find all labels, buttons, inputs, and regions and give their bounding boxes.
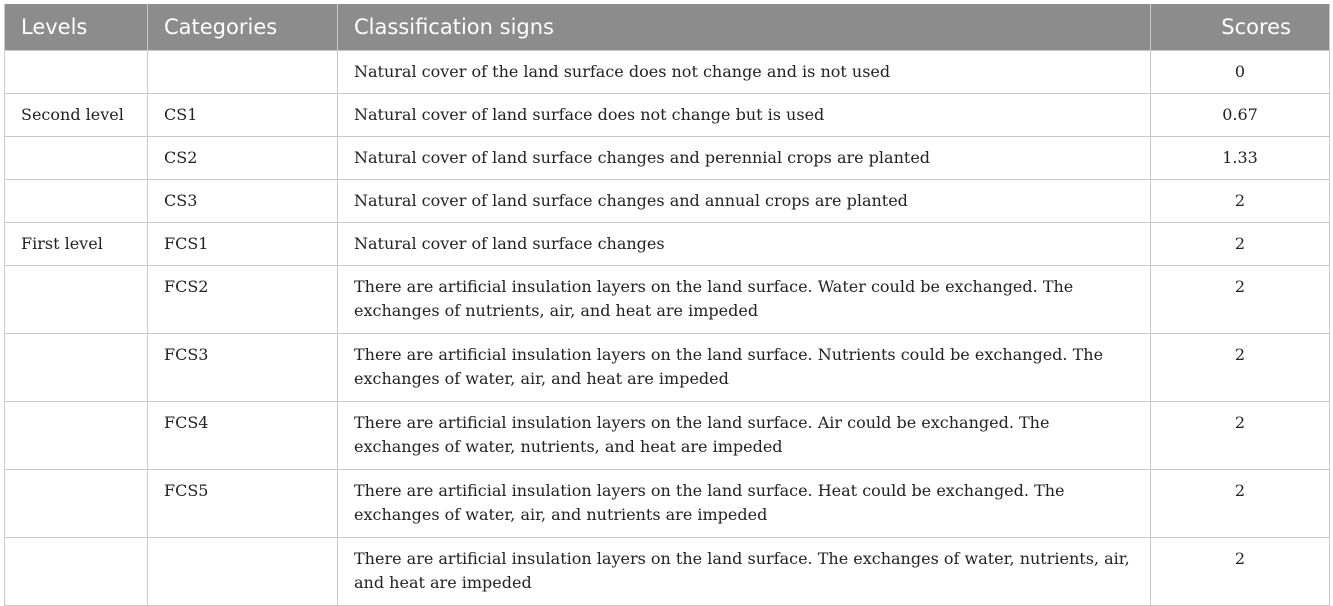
level-cell: First level bbox=[5, 222, 148, 265]
score-cell: 2 bbox=[1151, 222, 1330, 265]
sign-cell: Natural cover of the land surface does not change and is not used bbox=[338, 50, 1151, 93]
score-cell: 2 bbox=[1151, 333, 1330, 401]
score-cell: 2 bbox=[1151, 179, 1330, 222]
sign-cell: There are artificial insulation layers on the land surface. Water could be exchanged. The exchanges of nutrients, air, and heat are impeded bbox=[338, 265, 1151, 333]
category-cell: FCS5 bbox=[148, 469, 338, 537]
classification-table-container bbox=[4, 4, 1329, 606]
classification-table bbox=[4, 4, 1330, 606]
category-cell: FCS1 bbox=[148, 222, 338, 265]
sign-cell: There are artificial insulation layers on the land surface. Air could be exchanged. The exchanges of water, nutrients, and heat are impeded bbox=[338, 401, 1151, 469]
level-cell bbox=[5, 537, 148, 605]
table-row bbox=[5, 469, 1330, 537]
header-levels: Levels bbox=[5, 4, 148, 50]
table-row bbox=[5, 50, 1330, 93]
header-classification-signs: Classification signs bbox=[338, 4, 1151, 50]
category-cell: FCS2 bbox=[148, 265, 338, 333]
category-cell bbox=[148, 50, 338, 93]
header-row bbox=[5, 4, 1330, 50]
sign-cell: Natural cover of land surface does not change but is used bbox=[338, 93, 1151, 136]
score-cell: 2 bbox=[1151, 469, 1330, 537]
table-row bbox=[5, 93, 1330, 136]
sign-cell: Natural cover of land surface changes bbox=[338, 222, 1151, 265]
level-cell bbox=[5, 50, 148, 93]
table-body bbox=[5, 50, 1330, 605]
sign-cell: Natural cover of land surface changes and perennial crops are planted bbox=[338, 136, 1151, 179]
sign-cell: There are artificial insulation layers on the land surface. Heat could be exchanged. The exchanges of water, air, and nutrients are impeded bbox=[338, 469, 1151, 537]
category-cell bbox=[148, 537, 338, 605]
category-cell: CS3 bbox=[148, 179, 338, 222]
table-row bbox=[5, 401, 1330, 469]
score-cell: 2 bbox=[1151, 401, 1330, 469]
table-row bbox=[5, 537, 1330, 605]
table-header bbox=[5, 4, 1330, 50]
table-row bbox=[5, 179, 1330, 222]
level-cell bbox=[5, 136, 148, 179]
score-cell: 0 bbox=[1151, 50, 1330, 93]
level-cell bbox=[5, 265, 148, 333]
sign-cell: There are artificial insulation layers on the land surface. The exchanges of water, nutrients, air, and heat are impeded bbox=[338, 537, 1151, 605]
level-cell bbox=[5, 333, 148, 401]
category-cell: FCS4 bbox=[148, 401, 338, 469]
header-categories: Categories bbox=[148, 4, 338, 50]
score-cell: 2 bbox=[1151, 537, 1330, 605]
level-cell bbox=[5, 179, 148, 222]
table-row bbox=[5, 265, 1330, 333]
level-cell: Second level bbox=[5, 93, 148, 136]
score-cell: 0.67 bbox=[1151, 93, 1330, 136]
level-cell bbox=[5, 401, 148, 469]
level-cell bbox=[5, 469, 148, 537]
sign-cell: There are artificial insulation layers on the land surface. Nutrients could be exchanged. The exchanges of water, air, and heat are impeded bbox=[338, 333, 1151, 401]
sign-cell: Natural cover of land surface changes and annual crops are planted bbox=[338, 179, 1151, 222]
score-cell: 1.33 bbox=[1151, 136, 1330, 179]
header-scores: Scores bbox=[1151, 4, 1330, 50]
category-cell: FCS3 bbox=[148, 333, 338, 401]
table-row bbox=[5, 333, 1330, 401]
table-row bbox=[5, 222, 1330, 265]
category-cell: CS1 bbox=[148, 93, 338, 136]
score-cell: 2 bbox=[1151, 265, 1330, 333]
table-row bbox=[5, 136, 1330, 179]
category-cell: CS2 bbox=[148, 136, 338, 179]
